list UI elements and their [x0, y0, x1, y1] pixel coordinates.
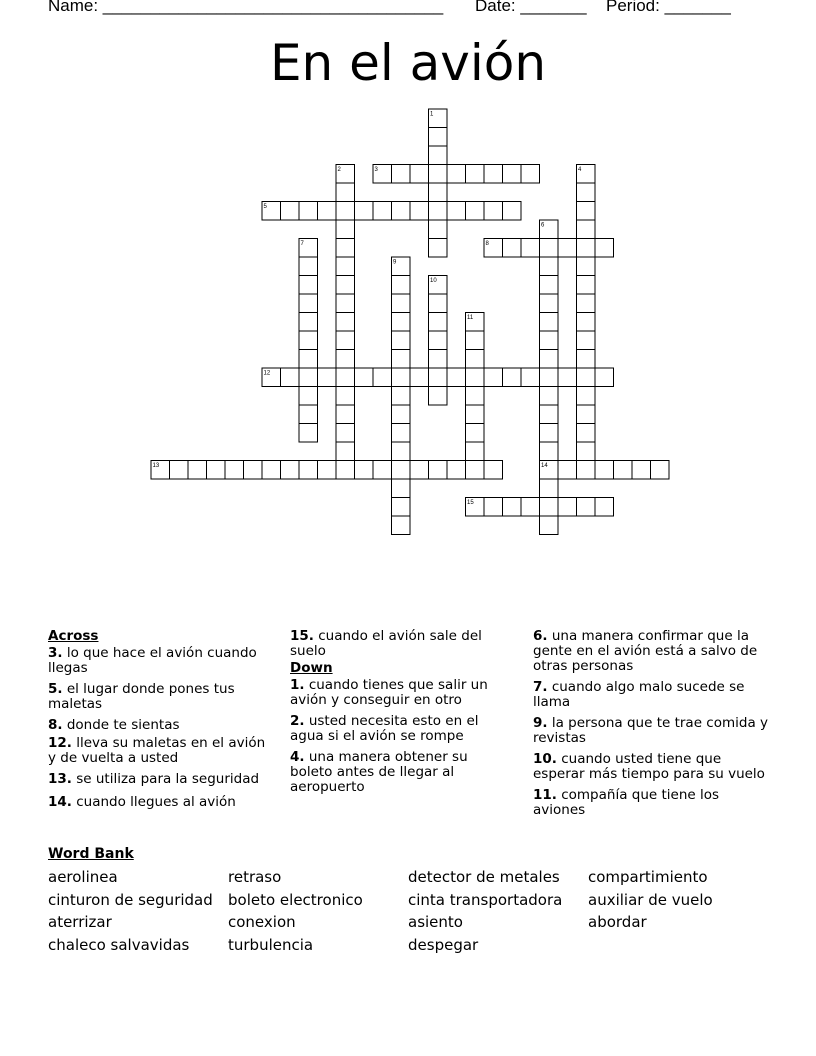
crossword-cell[interactable] [540, 479, 559, 498]
crossword-cell[interactable] [521, 498, 540, 517]
crossword-cell[interactable] [540, 405, 559, 424]
crossword-cell[interactable] [540, 276, 559, 295]
word-bank-item: compartimiento [588, 868, 708, 886]
crossword-cell[interactable] [299, 202, 318, 221]
crossword-cell[interactable] [244, 461, 263, 480]
crossword-cell[interactable] [299, 405, 318, 424]
crossword-cell[interactable] [466, 350, 485, 369]
crossword-cell[interactable] [410, 461, 429, 480]
crossword-cell[interactable] [595, 461, 614, 480]
crossword-cell[interactable] [373, 368, 392, 387]
name-field[interactable]: Name: ____________________________________ [48, 0, 444, 15]
crossword-cell[interactable] [188, 461, 207, 480]
crossword-cell[interactable] [410, 165, 429, 184]
crossword-cell[interactable] [466, 461, 485, 480]
clue-number-label: 1 [430, 111, 434, 118]
clue-down-10: 10. cuando usted tiene que esperar más tiempo para su vuelo [533, 751, 765, 782]
crossword-cell[interactable] [281, 461, 300, 480]
crossword-cell[interactable] [392, 516, 411, 535]
clue-across-13: 13. se utiliza para la seguridad [48, 771, 260, 787]
word-bank-item: chaleco salvavidas [48, 936, 190, 955]
crossword-cell[interactable] [577, 239, 596, 258]
crossword-cell[interactable] [392, 294, 411, 313]
clue-across-15: 15. cuando el avión sale del suelo [290, 628, 482, 659]
crossword-cell[interactable] [392, 202, 411, 221]
crossword-cell[interactable] [429, 313, 448, 332]
crossword-cell[interactable] [336, 331, 355, 350]
word-bank-item: abordar [588, 913, 647, 932]
crossword-cell[interactable] [281, 202, 300, 221]
crossword-cell[interactable] [299, 294, 318, 313]
crossword-cell[interactable] [484, 368, 503, 387]
crossword-cell[interactable] [170, 461, 189, 480]
crossword-cell[interactable] [392, 350, 411, 369]
crossword-cell[interactable] [577, 498, 596, 517]
crossword-cell[interactable] [484, 202, 503, 221]
crossword-cell[interactable] [355, 368, 374, 387]
crossword-cell[interactable] [466, 442, 485, 461]
crossword-cell[interactable] [503, 498, 522, 517]
word-bank-col2 [228, 866, 363, 957]
crossword-cell[interactable] [336, 442, 355, 461]
word-bank-item: auxiliar de vuelo [588, 890, 713, 909]
clue-number-label: 15 [467, 500, 474, 506]
crossword-cell[interactable] [392, 387, 411, 406]
crossword-cell[interactable] [595, 239, 614, 258]
clue-across-3: 3. lo que hace el avión cuando llegas [48, 645, 257, 676]
crossword-cell[interactable] [484, 461, 503, 480]
crossword-cell[interactable] [429, 350, 448, 369]
crossword-cell[interactable] [558, 239, 577, 258]
crossword-cell[interactable] [521, 368, 540, 387]
clue-across-8: 8. donde te sientas [48, 717, 180, 733]
crossword-cell[interactable] [558, 368, 577, 387]
period-field[interactable]: Period: _______ [606, 0, 731, 15]
crossword-cell[interactable] [540, 257, 559, 276]
word-bank-item: conexion [228, 913, 296, 932]
word-bank-item: turbulencia [228, 936, 314, 955]
crossword-cell[interactable] [262, 461, 281, 480]
crossword-cell[interactable] [447, 461, 466, 480]
clue-number-label: 3 [374, 167, 378, 173]
word-bank-title: Word Bank [48, 846, 134, 862]
crossword-cell[interactable] [392, 405, 411, 424]
crossword-cell[interactable] [540, 294, 559, 313]
crossword-cell[interactable] [429, 294, 448, 313]
down-heading: Down [290, 660, 333, 676]
crossword-cell[interactable] [577, 294, 596, 313]
crossword-cell[interactable] [503, 368, 522, 387]
crossword-cell[interactable] [540, 313, 559, 332]
clue-across-5: 5. el lugar donde pones tus maletas [48, 681, 235, 712]
crossword-cell[interactable] [336, 313, 355, 332]
crossword-cell[interactable] [299, 350, 318, 369]
crossword-cell[interactable] [373, 461, 392, 480]
crossword-cell[interactable] [577, 313, 596, 332]
clue-down-4: 4. una manera obtener su boleto antes de llegar al aeropuerto [290, 749, 468, 795]
crossword-cell[interactable] [540, 239, 559, 258]
crossword-cell[interactable] [299, 276, 318, 295]
clue-number-label: 4 [578, 167, 582, 173]
clue-number-label: 6 [541, 222, 545, 229]
crossword-cell[interactable] [447, 202, 466, 221]
crossword-cell[interactable] [429, 183, 448, 202]
clue-down-1: 1. cuando tienes que salir un avión y conseguir en otro [290, 677, 488, 708]
crossword-cell[interactable] [540, 331, 559, 350]
clue-number-label: 10 [430, 278, 437, 284]
crossword-cell[interactable] [336, 405, 355, 424]
crossword-cell[interactable] [429, 146, 448, 165]
crossword-cell[interactable] [392, 276, 411, 295]
crossword-cell[interactable] [466, 331, 485, 350]
crossword-cell[interactable] [503, 239, 522, 258]
crossword-cell[interactable] [577, 405, 596, 424]
crossword-cell[interactable] [540, 442, 559, 461]
crossword-cell[interactable] [299, 257, 318, 276]
clue-down-9: 9. la persona que te trae comida y revistas [533, 715, 769, 746]
clue-number-label: 2 [337, 167, 341, 173]
crossword-cell[interactable] [429, 128, 448, 147]
crossword-cell[interactable] [336, 239, 355, 258]
crossword-cell[interactable] [429, 202, 448, 221]
crossword-cell[interactable] [466, 202, 485, 221]
crossword-cell[interactable] [466, 368, 485, 387]
word-bank-item: boleto electronico [228, 890, 363, 909]
crossword-cell[interactable] [466, 405, 485, 424]
crossword-cell[interactable] [577, 350, 596, 369]
crossword-cell[interactable] [429, 165, 448, 184]
crossword-cell[interactable] [299, 313, 318, 332]
crossword-cell[interactable] [595, 498, 614, 517]
crossword-cell[interactable] [484, 165, 503, 184]
crossword-cell[interactable] [429, 220, 448, 239]
clue-across-14: 14. cuando llegues al avión [48, 794, 236, 810]
crossword-cell[interactable] [521, 239, 540, 258]
clue-number-label: 11 [467, 315, 474, 321]
crossword-cell[interactable] [429, 368, 448, 387]
clue-number-label: 9 [393, 259, 397, 266]
crossword-cell[interactable] [225, 461, 244, 480]
clue-down-11: 11. compañía que tiene los aviones [533, 787, 720, 818]
crossword-cell[interactable] [540, 424, 559, 443]
crossword-cell[interactable] [429, 387, 448, 406]
crossword-cell[interactable] [577, 331, 596, 350]
clue-down-2: 2. usted necesita esto en el agua si el avión se rompe [290, 713, 479, 744]
crossword-cell[interactable] [410, 368, 429, 387]
crossword-cell[interactable] [577, 183, 596, 202]
crossword-cell[interactable] [577, 442, 596, 461]
crossword-cell[interactable] [447, 368, 466, 387]
crossword-cell[interactable] [318, 368, 337, 387]
crossword-cell[interactable] [355, 461, 374, 480]
crossword-cell[interactable] [577, 387, 596, 406]
word-bank-col4 [588, 866, 713, 934]
crossword-cell[interactable] [540, 350, 559, 369]
crossword-cell[interactable] [336, 368, 355, 387]
crossword-cell[interactable] [392, 368, 411, 387]
crossword-cell[interactable] [503, 202, 522, 221]
crossword-cell[interactable] [355, 202, 374, 221]
word-bank-col3 [408, 866, 562, 957]
clue-down-7: 7. cuando algo malo sucede se llama [533, 679, 745, 710]
crossword-cell[interactable] [577, 257, 596, 276]
across-heading: Across [48, 628, 99, 644]
crossword-cell[interactable] [299, 461, 318, 480]
clue-number-label: 8 [485, 241, 489, 247]
crossword-cell[interactable] [318, 202, 337, 221]
crossword-cell[interactable] [281, 368, 300, 387]
word-bank-item: retraso [228, 868, 282, 886]
across-clues-col1 [48, 629, 273, 816]
crossword-cell[interactable] [336, 220, 355, 239]
crossword-cell[interactable] [558, 498, 577, 517]
crossword-cell[interactable] [373, 202, 392, 221]
word-bank-item: asiento [408, 913, 463, 932]
crossword-cell[interactable] [503, 165, 522, 184]
crossword-cell[interactable] [429, 331, 448, 350]
crossword-cell[interactable] [392, 424, 411, 443]
crossword-cell[interactable] [540, 387, 559, 406]
crossword-cell[interactable] [392, 165, 411, 184]
crossword-cell[interactable] [392, 442, 411, 461]
crossword-cell[interactable] [484, 498, 503, 517]
clues-col2 [290, 629, 500, 801]
clue-number-label: 14 [541, 463, 548, 469]
word-bank-item: aterrizar [48, 913, 112, 932]
crossword-cell[interactable] [521, 165, 540, 184]
crossword-cell[interactable] [336, 387, 355, 406]
crossword-cell[interactable] [299, 368, 318, 387]
crossword-cell[interactable] [466, 387, 485, 406]
word-bank-item: detector de metales [408, 868, 560, 886]
crossword-cell[interactable] [577, 220, 596, 239]
word-bank-col1 [48, 866, 213, 957]
page-title: En el avión [269, 34, 547, 92]
crossword-cell[interactable] [429, 461, 448, 480]
crossword-cell[interactable] [392, 498, 411, 517]
crossword-cell[interactable] [577, 461, 596, 480]
crossword-cell[interactable] [614, 461, 633, 480]
crossword-cell[interactable] [299, 424, 318, 443]
clue-number-label: 5 [263, 204, 267, 210]
crossword-cell[interactable] [632, 461, 651, 480]
crossword-cell[interactable] [577, 368, 596, 387]
crossword-cell[interactable] [299, 387, 318, 406]
crossword-cell[interactable] [540, 368, 559, 387]
crossword-cell[interactable] [336, 461, 355, 480]
clue-across-12: 12. lleva su maletas en el avión y de vuelta a usted [48, 735, 266, 766]
clue-number-label: 12 [263, 370, 271, 377]
crossword-cell[interactable] [651, 461, 670, 480]
crossword-cell[interactable] [466, 165, 485, 184]
date-field[interactable]: Date: _______ [475, 0, 587, 15]
crossword-cell[interactable] [447, 165, 466, 184]
crossword-cell[interactable] [558, 461, 577, 480]
word-bank-item: despegar [408, 936, 479, 955]
clue-down-6: 6. una manera confirmar que la gente en el avión está a salvo de otras personas [533, 628, 758, 674]
crossword-cell[interactable] [336, 350, 355, 369]
crossword-cell[interactable] [577, 276, 596, 295]
crossword-cell[interactable] [392, 479, 411, 498]
crossword-cell[interactable] [318, 461, 337, 480]
crossword-cell[interactable] [466, 424, 485, 443]
crossword-cell[interactable] [336, 424, 355, 443]
clue-number-label: 7 [300, 241, 304, 247]
crossword-cell[interactable] [540, 516, 559, 535]
crossword-cell[interactable] [577, 202, 596, 221]
crossword-cell[interactable] [299, 331, 318, 350]
crossword-cell[interactable] [336, 276, 355, 295]
crossword-cell[interactable] [410, 202, 429, 221]
clues-col3 [533, 629, 773, 824]
crossword-cell[interactable] [392, 313, 411, 332]
crossword-cell[interactable] [540, 498, 559, 517]
crossword-cell[interactable] [336, 183, 355, 202]
word-bank-item: aerolinea [48, 868, 118, 886]
crossword-cell[interactable] [336, 257, 355, 276]
crossword-cell[interactable] [336, 202, 355, 221]
crossword-cell[interactable] [392, 331, 411, 350]
crossword-cell[interactable] [392, 461, 411, 480]
crossword-cell[interactable] [429, 239, 448, 258]
crossword-cell[interactable] [577, 424, 596, 443]
crossword-cell[interactable] [595, 368, 614, 387]
word-bank-item: cinturon de seguridad [48, 890, 213, 909]
clue-number-label: 13 [152, 463, 160, 469]
word-bank-item: cinta transportadora [408, 890, 563, 909]
crossword-cell[interactable] [207, 461, 226, 480]
crossword-cell[interactable] [336, 294, 355, 313]
